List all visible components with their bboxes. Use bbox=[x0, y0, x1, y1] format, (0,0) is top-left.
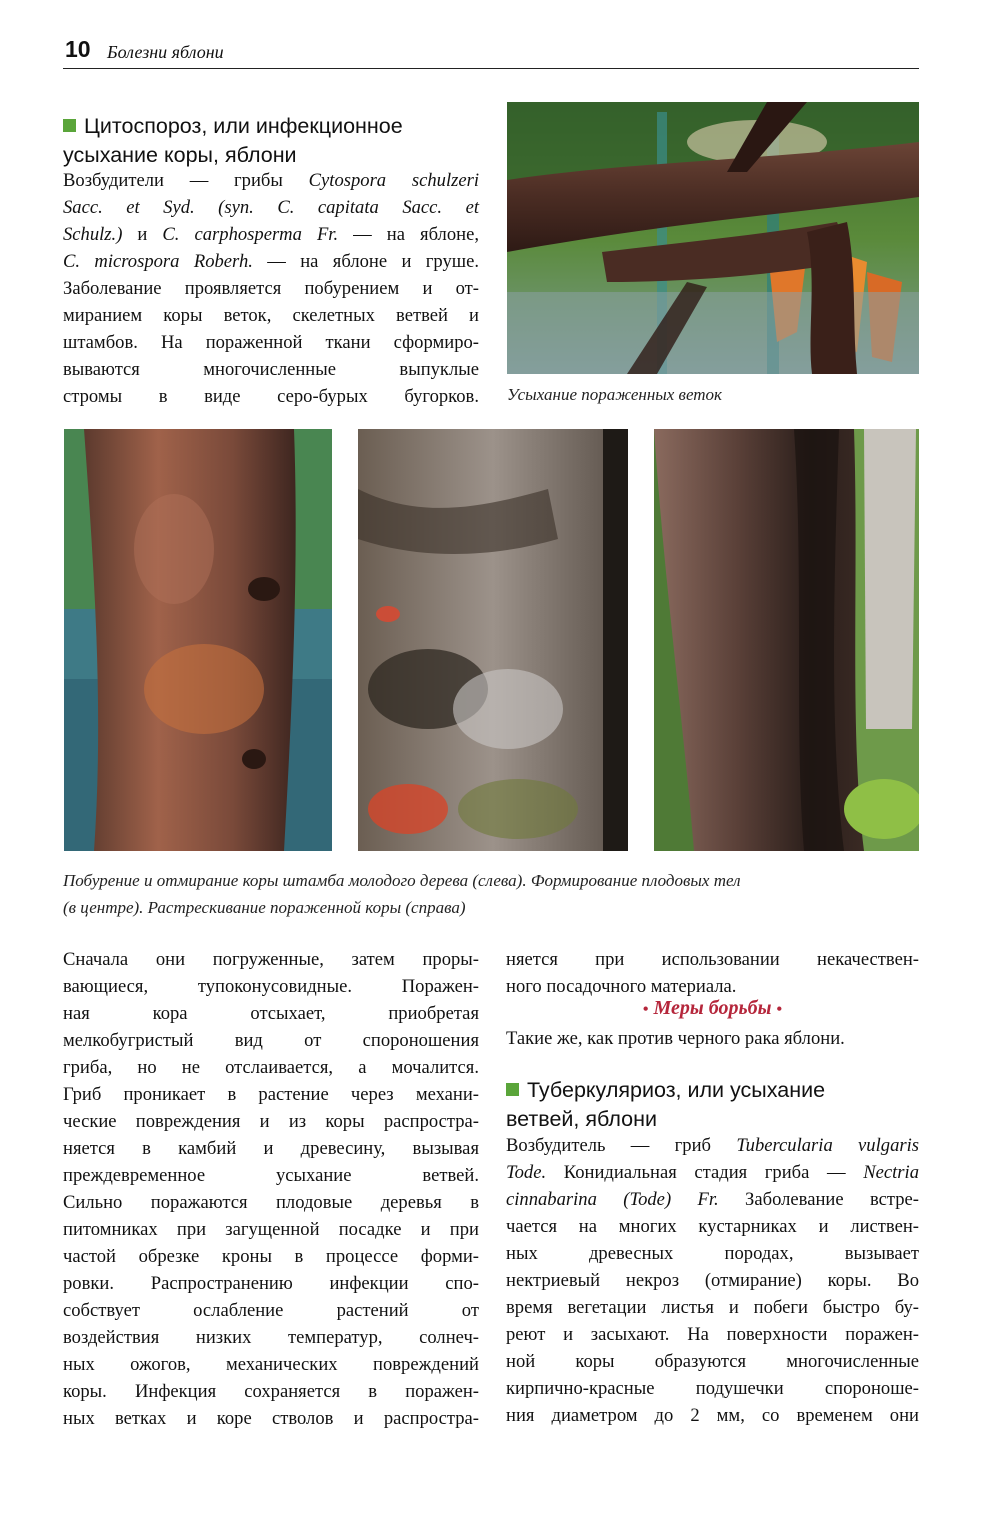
running-title: Болезни яблони bbox=[107, 42, 224, 62]
running-header bbox=[63, 36, 919, 69]
control-measures-heading: • Меры борьбы • bbox=[642, 997, 783, 1019]
page-number: 10 bbox=[65, 36, 91, 62]
trunk-photo-right bbox=[654, 429, 919, 851]
green-square-icon bbox=[506, 1083, 519, 1096]
green-square-icon bbox=[63, 119, 76, 132]
photo-row-caption: Побурение и отмирание коры штамба молодого дерева (слева). Формирование плодовых тел (в центре). Растрескивание пораженной коры (справа) bbox=[63, 871, 741, 917]
branch-photo-caption: Усыхание пораженных веток bbox=[507, 385, 722, 404]
section-title-tuberculariosis: Туберкуляриоз, или усыхание ветвей, яблони bbox=[506, 1078, 826, 1131]
control-measures-text: Такие же, как против черного рака яблони. bbox=[506, 1028, 845, 1049]
section2-body: Возбудитель — гриб Tubercularia vulgaris Tode. Конидиальная стадия гриба — Nectria cinnabarina (Tode) Fr. Заболевание встре- чается на многих кустарниках и листвен- ных древесных породах, вызывает нектриевый некроз (отмирание) коры. Во время вегетации листья и побеги быстро бу- реют и засыхают. На поверхности поражен- ной коры образуются многочисленные кирпично-красные подушечки спороноше- ния диаметром до 2 мм, со временем они bbox=[506, 1135, 920, 1426]
intro-paragraph: Возбудители — грибы Cytospora schulzeri Sacc. et Syd. (syn. C. capitata Sacc. et Schulz.) и C. carphosperma Fr. — на яблоне, C. microspora Roberh. — на яблоне и груше. Заболевание проявляется побурением и от- миранием коры веток, скелетных ветвей и штамбов. На пораженной ткани сформиро- вываются многочисленные выпуклые стромы в виде серо-бурых бугорков. bbox=[63, 170, 479, 407]
right-continuation: няется при использовании некачествен- ного посадочного материала. bbox=[506, 949, 919, 997]
left-body-column: Сначала они погруженные, затем проры- вающиеся, тупоконусовидные. Поражен- ная кора отсыхает, приобретая мелкобугристый вид от спороношения гриба, но не отслаивается, а мочалится. Гриб проникает в растение через механи- ческие повреждения и из коры распростра- няется в камбий и древесину, вызывая преждевременное усыхание ветвей. Сильно поражаются плодовые деревья в питомниках при загущенной посадке и при частой обрезке кроны в процессе форми- ровки. Распространению инфекции спо- собствует ослабление растений от воздействия низких температур, солнеч- ных ожогов, механических повреждений коры. Инфекция сохраняется в поражен- ных ветках и коре стволов и распростра- bbox=[63, 949, 479, 1429]
trunk-photo-center bbox=[358, 429, 628, 851]
branch-photo bbox=[507, 102, 919, 374]
trunk-photo-left bbox=[64, 429, 332, 851]
section-title-cytosporosis: Цитоспороз, или инфекционное усыхание коры, яблони bbox=[63, 114, 403, 167]
